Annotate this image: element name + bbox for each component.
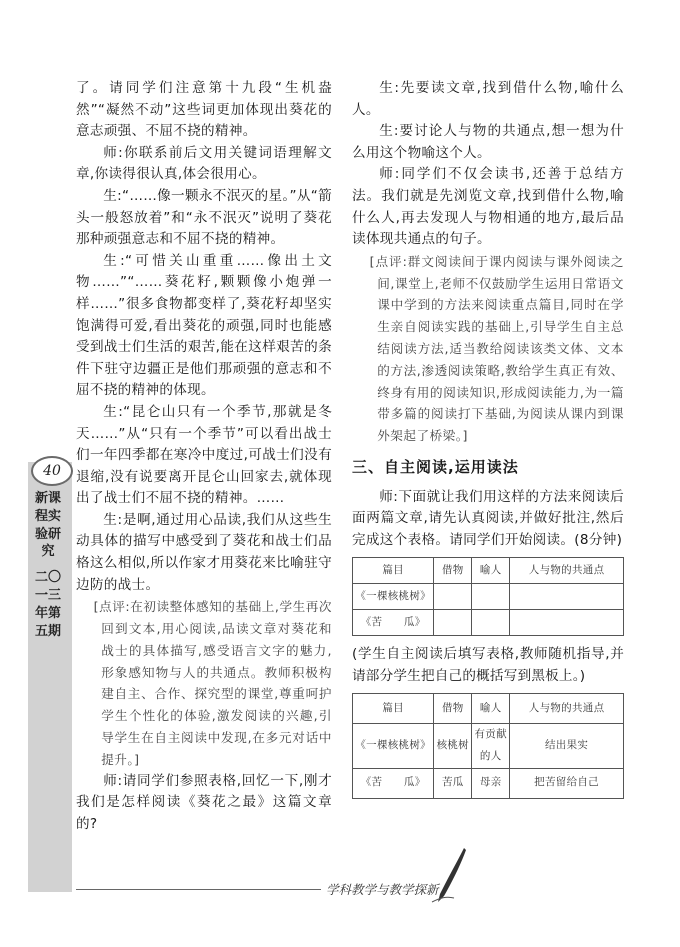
table-header-row <box>353 694 624 724</box>
table-row <box>353 724 624 768</box>
body-paragraph: 生:先要读文章,找到借什么物,喻什么人。 <box>352 80 624 118</box>
table-cell: 《苦 瓜》 <box>353 610 434 636</box>
between-tables-note: (学生自主阅读后填写表格,教师随机指导,并请部分学生把自己的概括写到黑板上。) <box>352 646 624 684</box>
journal-issue: 二〇一三年第五期 <box>35 570 62 639</box>
body-paragraph: 生:“可惜关山重重……像出土文物……”“……葵花籽,颗颗像小炮弹一样……”很多食物都变样了,葵花籽却坚实饱满得可爱,看出葵花的顽强,同时也能感受到战士们生活的艰苦,能在这样艰苦的条件下驻守边疆正是他们那顽强的意志和不屈不挠的精神的体现。 <box>76 252 332 399</box>
table-cell: 把苦留给自己 <box>510 768 624 798</box>
table-cell: 核桃树 <box>434 724 472 768</box>
table-row <box>353 768 624 798</box>
table-header-row <box>353 558 624 584</box>
table-header-cell: 借物 <box>434 558 472 584</box>
table-header-cell: 喻人 <box>472 694 510 724</box>
table-cell <box>434 610 472 636</box>
footer-text: 学科教学与教学探新 <box>326 882 439 897</box>
table-cell: 《一棵核桃树》 <box>353 584 434 610</box>
table-cell: 母亲 <box>472 768 510 798</box>
table-header-cell: 篇目 <box>353 694 434 724</box>
table-cell <box>472 610 510 636</box>
empty-table <box>352 557 624 636</box>
comment-paragraph: [点评:群文阅读间于课内阅读与课外阅读之间,课堂上,老师不仅鼓励学生运用日常语文课中学到的方法来阅读重点篇目,同时在学生亲自阅读实践的基础上,引导学生自主总结阅读方法,适当教给阅读该类文体、文本的方法,渗透阅读策略,教给学生真正有效、终身有用的阅读知识,形成阅读能力,为一篇带多篇的阅读打下基础,为阅读从课内到课外架起了桥梁。] <box>369 253 624 444</box>
table-cell: 苦瓜 <box>434 768 472 798</box>
table-cell: 结出果实 <box>510 724 624 768</box>
journal-issue-label <box>35 490 61 640</box>
footer-rule <box>76 889 321 890</box>
instruction-paragraph: 师:下面就让我们用这样的方法来阅读后面两篇文章,请先认真阅读,并做好批注,然后完成这个表格。请同学们开始阅读。(8分钟) <box>352 488 624 548</box>
table-cell <box>510 584 624 610</box>
page-number: 40 <box>31 456 73 486</box>
journal-name: 新课程实验研究 <box>35 491 62 560</box>
pen-icon <box>430 846 470 904</box>
table-header-cell: 人与物的共通点 <box>510 694 624 724</box>
table-row <box>353 610 624 636</box>
section-heading: 三、自主阅读,运用读法 <box>352 457 519 476</box>
body-paragraph: 师:你联系前后文用关键词语理解文章,你读得很认真,体会很用心。 <box>76 144 332 183</box>
table-header-cell: 借物 <box>434 694 472 724</box>
right-column-top <box>352 78 624 447</box>
right-column <box>352 78 624 807</box>
comment-paragraph: [点评:在初读整体感知的基础上,学生再次回到文本,用心阅读,品读文章对葵花和战士的具体描写,感受语言文字的魅力,形象感知物与人的共通点。教师积极构建自主、合作、探究型的课堂,尊重呵护学生个性化的体验,激发阅读的兴趣,引导学生在自主阅读中发现,在多元对话中提升。] <box>93 599 332 767</box>
table-cell <box>472 584 510 610</box>
table-cell: 《一棵核桃树》 <box>353 724 434 768</box>
table-header-cell: 喻人 <box>472 558 510 584</box>
filled-table-body <box>353 724 624 798</box>
body-paragraph: 生:“昆仑山只有一个季节,那就是冬天……”从“只有一个季节”可以看出战士们一年四季都在寒冷中度过,可战士们没有退缩,没有说要离开昆仑山回家去,就体现出了战士们不屈不挠的精神。…… <box>76 403 332 507</box>
body-paragraph: 师:同学们不仅会读书,还善于总结方法。我们就是先浏览文章,找到借什么物,喻什么人,再去发现人与物相通的地方,最后品读体现共通点的句子。 <box>352 166 624 248</box>
body-paragraph: 生:“……像一颗永不泯灭的星。”从“箭头一般怒放着”和“永不泯灭”说明了葵花那种顽强意志和不屈不挠的精神。 <box>76 187 332 248</box>
table-cell: 《苦 瓜》 <box>353 768 434 798</box>
table-cell <box>434 584 472 610</box>
table-cell: 有贡献的人 <box>472 724 510 768</box>
body-paragraph: 师:请同学们参照表格,回忆一下,刚才我们是怎样阅读《葵花之最》这篇文章的? <box>76 772 332 832</box>
body-paragraph: 生:是啊,通过用心品读,我们从这些生动具体的描写中感受到了葵花和战士们品格这么相似,所以作家才用葵花来比喻驻守边防的战士。 <box>76 511 332 593</box>
body-paragraph: 了。请同学们注意第十九段“生机盎然”“凝然不动”这些词更加体现出葵花的意志顽强、不屈不挠的精神。 <box>76 80 332 140</box>
filled-table <box>352 693 624 798</box>
empty-table-body <box>353 584 624 636</box>
table-row <box>353 584 624 610</box>
left-column <box>76 78 332 835</box>
table-cell <box>510 610 624 636</box>
table-header-cell: 人与物的共通点 <box>510 558 624 584</box>
body-paragraph: 生:要讨论人与物的共通点,想一想为什么用这个物喻这个人。 <box>352 123 624 161</box>
table-header-cell: 篇目 <box>353 558 434 584</box>
